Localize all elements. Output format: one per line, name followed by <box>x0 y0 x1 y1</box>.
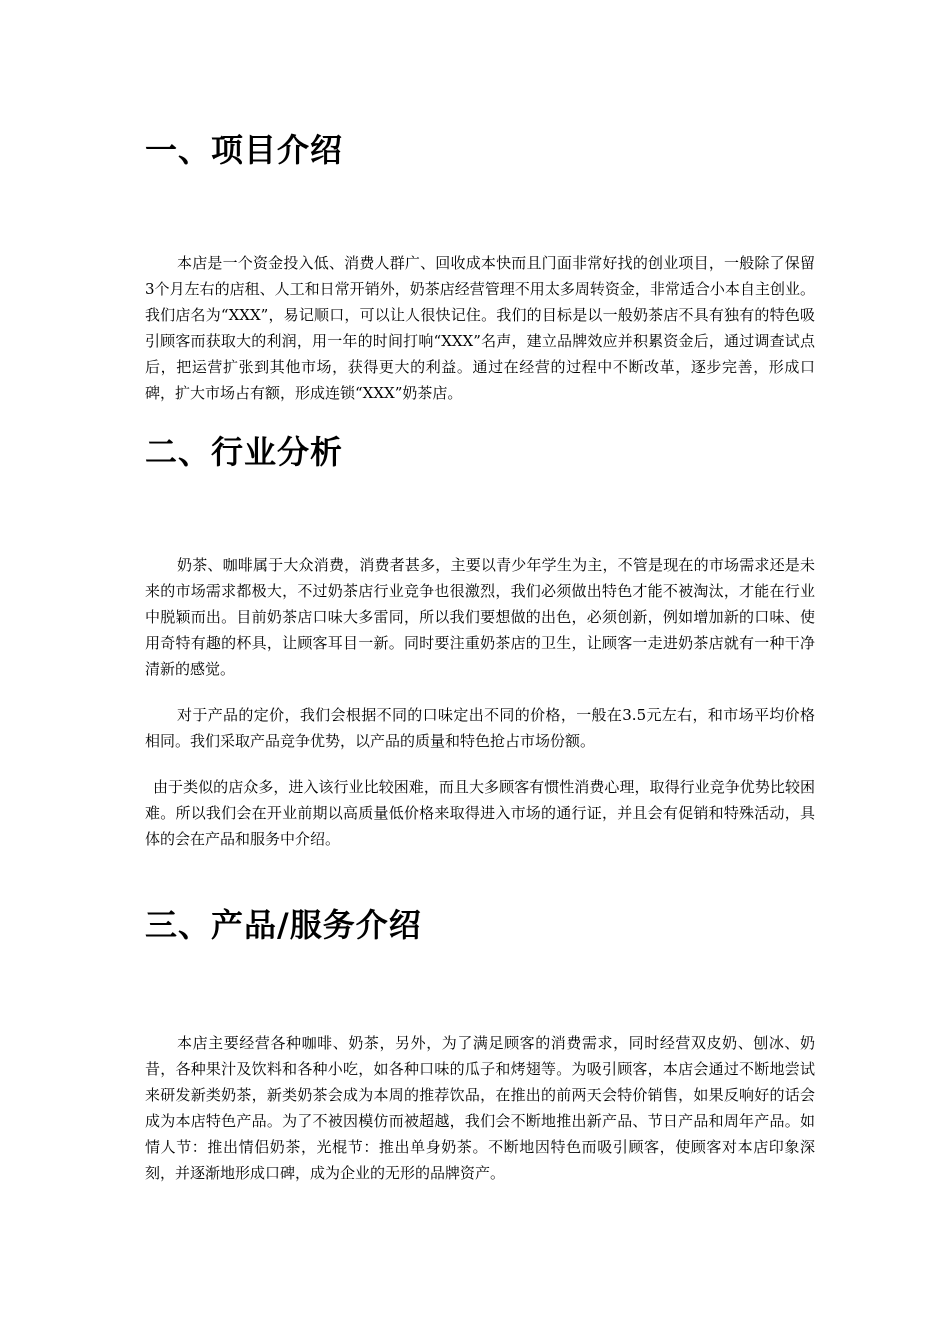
paragraph-industry-analysis-2: 对于产品的定价，我们会根据不同的口味定出不同的价格，一般在3.5元左右，和市场平均价格相同。我们采取产品竞争优势，以产品的质量和特色抢占市场份额。 <box>145 706 815 750</box>
paragraph-industry-analysis-1: 奶茶、咖啡属于大众消费，消费者甚多，主要以青少年学生为主，不管是现在的市场需求还是未来的市场需求都极大，不过奶茶店行业竞争也很激烈，我们必须做出特色才能不被淘汰，才能在行业中脱颖而出。目前奶茶店口味大多雷同，所以我们要想做的出色，必须创新，例如增加新的口味、使用奇特有趣的杯具，让顾客耳目一新。同时要注重奶茶店的卫生，让顾客一走进奶茶店就有一种干净清新的感觉。 <box>145 556 815 678</box>
paragraph-industry-analysis-3: 由于类似的店众多，进入该行业比较困难，而且大多顾客有惯性消费心理，取得行业竞争优势比较困难。所以我们会在开业前期以高质量低价格来取得进入市场的通行证，并且会有促销和特殊活动，具体的会在产品和服务中介绍。 <box>145 778 815 848</box>
section-heading-project-intro: 一、项目介绍 <box>145 131 344 169</box>
section-heading-industry-analysis: 二、行业分析 <box>145 433 344 471</box>
section-heading-product-service: 三、产品/服务介绍 <box>145 906 422 944</box>
paragraph-project-intro: 本店是一个资金投入低、消费人群广、回收成本快而且门面非常好找的创业项目，一般除了保留3个月左右的店租、人工和日常开销外，奶茶店经营管理不用太多周转资金，非常适合小本自主创业。我们店名为“XXX”，易记顺口，可以让人很快记住。我们的目标是以一般奶茶店不具有独有的特色吸引顾客而获取大的利润，用一年的时间打响“XXX”名声，建立品牌效应并积累资金后，通过调查试点后，把运营扩张到其他市场，获得更大的利益。通过在经营的过程中不断改革，逐步完善，形成口碑，扩大市场占有额，形成连锁“XXX”奶茶店。 <box>145 254 815 402</box>
paragraph-product-service: 本店主要经营各种咖啡、奶茶，另外，为了满足顾客的消费需求，同时经营双皮奶、刨冰、奶昔，各种果汁及饮料和各种小吃，如各种口味的瓜子和烤翅等。为吸引顾客，本店会通过不断地尝试来研发新类奶茶，新类奶茶会成为本周的推荐饮品，在推出的前两天会特价销售，如果反响好的话会成为本店特色产品。为了不被因模仿而被超越，我们会不断地推出新产品、节日产品和周年产品。如情人节：推出情侣奶茶，光棍节：推出单身奶茶。不断地因特色而吸引顾客，使顾客对本店印象深刻，并逐渐地形成口碑，成为企业的无形的品牌资产。 <box>145 1034 815 1182</box>
